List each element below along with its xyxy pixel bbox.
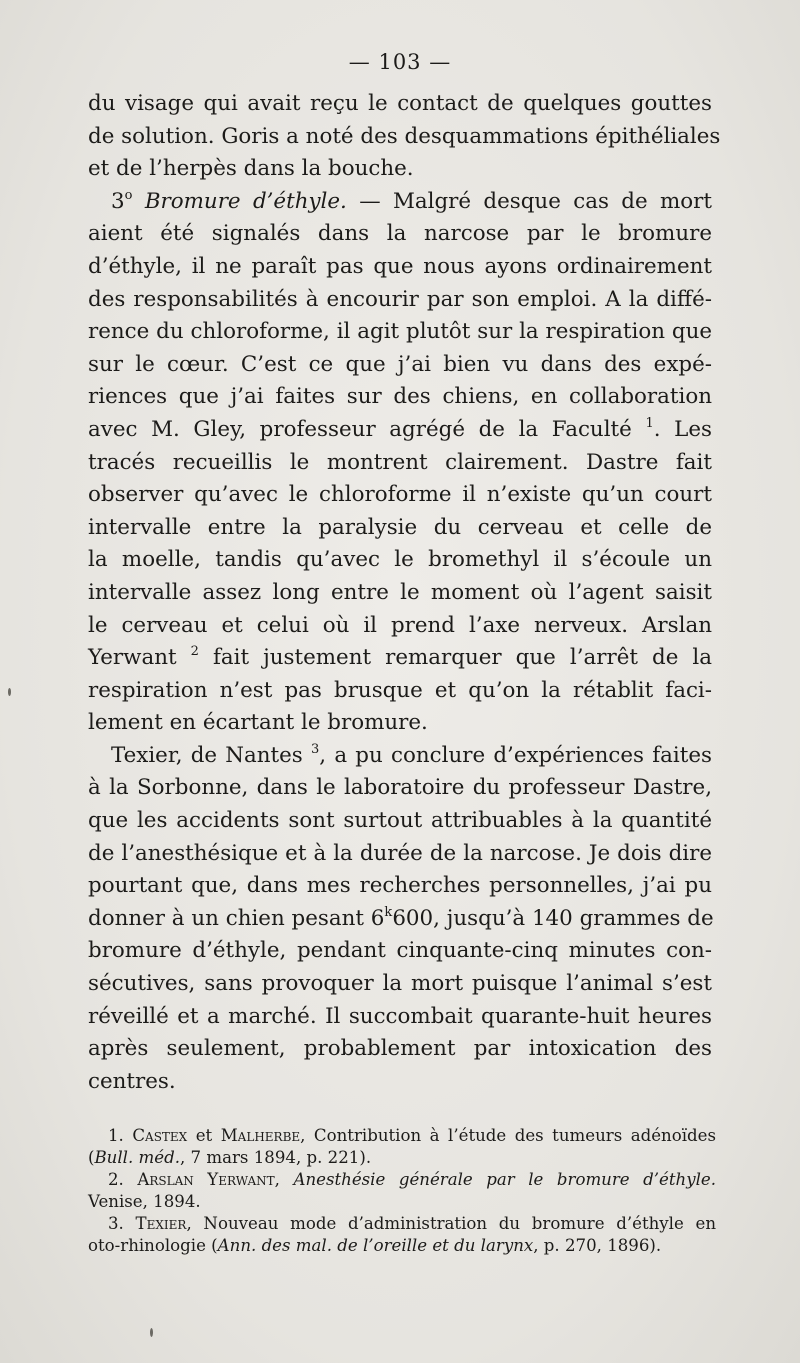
footnote-line: oto-rhinologie (Ann. des mal. de l’oreille et du larynx, p. 270, 1896).: [88, 1236, 662, 1255]
footnote-line: Venise, 1894.: [88, 1192, 201, 1211]
text-line: intervalle assez long entre le moment où l’agent saisit: [88, 579, 712, 605]
paragraph-2: [88, 186, 712, 740]
body-text: [88, 88, 721, 1098]
text-line: aient été signalés dans la narcose par le bromure: [88, 221, 712, 247]
text-line: que les accidents sont surtout attribuables à la quantité: [88, 808, 712, 834]
text-line: sur le cœur. C’est ce que j’ai bien vu dans des expé-: [88, 351, 712, 377]
text-line: avec M. Gley, professeur agrégé de la Faculté $^1$. Les: [88, 415, 712, 442]
paper-speck: [150, 1328, 153, 1337]
text-line: et de l’herpès dans la bouche.: [88, 156, 414, 182]
text-line: respiration n’est pas brusque et qu’on la rétablit faci-: [88, 677, 712, 703]
text-line: la moelle, tandis qu’avec le bromethyl il s’écoule un: [88, 547, 712, 573]
text-line: pourtant que, dans mes recherches personnelles, j’ai pu: [88, 873, 712, 899]
text-line: à la Sorbonne, dans le laboratoire du professeur Dastre,: [88, 775, 712, 801]
footnote-line: 2. Arslan Yerwant, Anesthésie générale par le bromure d’éthyle.: [108, 1170, 716, 1189]
text-line: riences que j’ai faites sur des chiens, en collaboration: [88, 384, 712, 410]
text-line: après seulement, probablement par intoxication des: [88, 1036, 712, 1062]
text-line: intervalle entre la paralysie du cerveau et celle de: [88, 514, 712, 540]
text-line: de solution. Goris a noté des desquammations épithéliales: [88, 123, 721, 149]
text-line: rence du chloroforme, il agit plutôt sur la respiration que: [88, 319, 712, 345]
footnotes: [88, 1125, 716, 1257]
text-line: sécutives, sans provoquer la mort puisque l’animal s’est: [88, 971, 712, 997]
text-line: observer qu’avec le chloroforme il n’existe qu’un court: [88, 482, 712, 508]
paper-speck: [8, 688, 11, 696]
footnote-1: [88, 1125, 716, 1169]
page-number: — 103 —: [348, 50, 452, 74]
text-line: donner à un chien pesant 6$^k$600, jusqu’à 140 grammes de: [88, 904, 714, 931]
text-line: tracés recueillis le montrent clairement. Dastre fait: [88, 449, 712, 475]
text-line: Yerwant $^2$ fait justement remarquer que l’arrêt de la: [88, 644, 712, 671]
text-line: le cerveau et celui où il prend l’axe nerveux. Arslan: [88, 612, 712, 638]
text-line: Texier, de Nantes $^3$, a pu conclure d’expériences faites: [111, 741, 712, 768]
text-line: lement en écartant le bromure.: [88, 710, 428, 736]
footnote-3: [88, 1213, 716, 1257]
text-line: d’éthyle, il ne paraît pas que nous ayons ordinairement: [88, 253, 712, 279]
paragraph-1: [88, 88, 721, 186]
paragraph-3: [88, 740, 712, 1099]
text-line: centres.: [88, 1068, 176, 1094]
text-line: de l’anesthésique et à la durée de la narcose. Je dois dire: [88, 840, 712, 866]
text-line: du visage qui avait reçu le contact de quelques gouttes: [88, 91, 712, 116]
footnote-line: (Bull. méd., 7 mars 1894, p. 221).: [88, 1148, 372, 1167]
footnote-line: 3. Texier, Nouveau mode d’administration du bromure d’éthyle en: [108, 1214, 717, 1233]
footnote-2: [88, 1169, 716, 1213]
text-line: bromure d’éthyle, pendant cinquante-cinq minutes con-: [88, 938, 712, 964]
text-line: réveillé et a marché. Il succombait quarante-huit heures: [88, 1003, 712, 1029]
text-line: 3$^o$ Bromure d’éthyle. — Malgré desque cas de mort: [111, 187, 712, 214]
footnote-line: 1. Castex et Malherbe, Contribution à l’étude des tumeurs adénoïdes: [108, 1126, 716, 1145]
text-line: des responsabilités à encourir par son emploi. A la diffé-: [88, 286, 712, 312]
